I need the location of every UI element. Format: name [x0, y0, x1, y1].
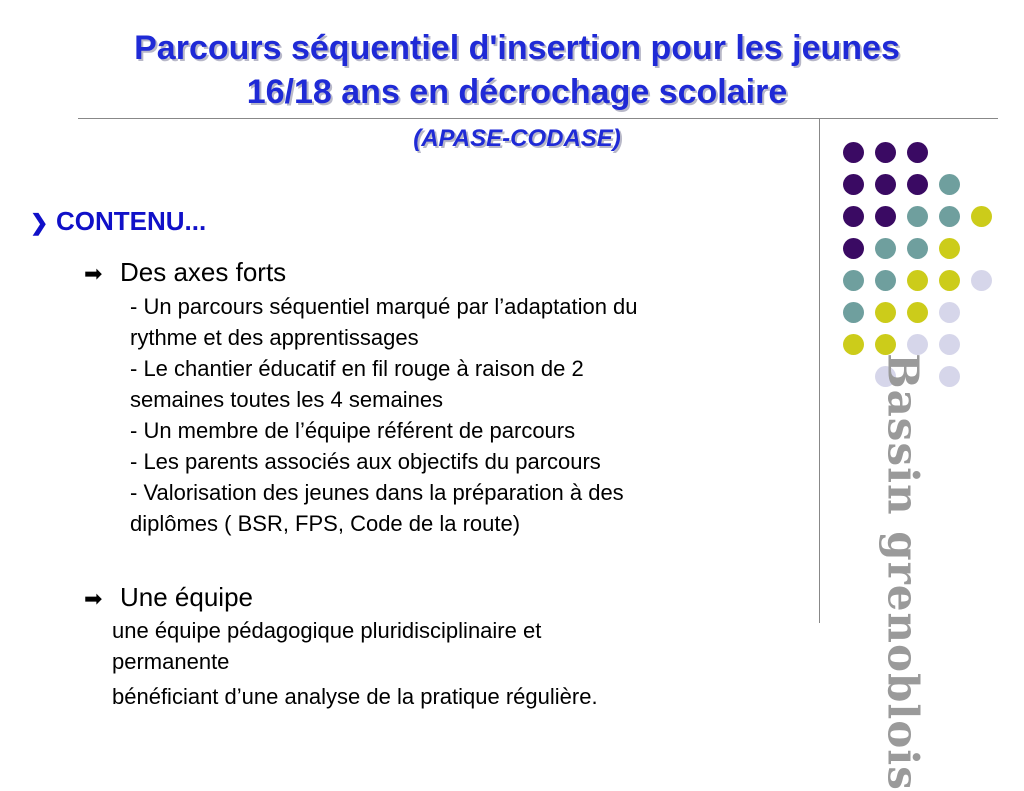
dot-purple	[875, 206, 896, 227]
axes-line: rythme et des apprentissages	[130, 325, 419, 350]
arrow-right-icon: ➡	[84, 586, 103, 611]
dot-purple	[907, 142, 928, 163]
section-label: CONTENU...	[56, 206, 207, 236]
vertical-divider	[819, 118, 820, 623]
axes-line: - Les parents associés aux objectifs du parcours	[130, 449, 601, 474]
dot-purple	[907, 174, 928, 195]
slide-title	[0, 26, 1024, 114]
dot-lime	[875, 334, 896, 355]
axes-line: - Valorisation des jeunes dans la préparation à des	[130, 480, 624, 505]
dot-lime	[939, 238, 960, 259]
dot-lavender	[939, 366, 960, 387]
dot-purple	[843, 142, 864, 163]
title-line-2: 16/18 ans en décrochage scolaire	[246, 73, 788, 111]
dot-lime	[971, 206, 992, 227]
team-line: permanente	[112, 649, 230, 674]
axes-heading	[84, 257, 286, 289]
dot-lime	[939, 270, 960, 291]
dot-lime	[907, 270, 928, 291]
dot-teal	[907, 206, 928, 227]
dot-purple	[875, 174, 896, 195]
dot-lime	[843, 334, 864, 355]
dot-teal	[843, 302, 864, 323]
team-line: une équipe pédagogique pluridisciplinaire et	[112, 618, 542, 643]
dot-lavender	[939, 334, 960, 355]
dot-teal	[939, 206, 960, 227]
dot-lime	[907, 302, 928, 323]
axes-line: diplômes ( BSR, FPS, Code de la route)	[130, 511, 521, 536]
dot-lavender	[939, 302, 960, 323]
dot-purple	[843, 206, 864, 227]
axes-list	[130, 291, 638, 539]
dot-teal	[843, 270, 864, 291]
team-list	[112, 615, 598, 712]
team-line: bénéficiant d’une analyse de la pratique régulière.	[112, 684, 598, 709]
arrow-right-icon: ➡	[84, 261, 103, 286]
axes-line: - Le chantier éducatif en fil rouge à raison de 2	[130, 356, 584, 381]
dot-purple	[843, 174, 864, 195]
dot-purple	[843, 238, 864, 259]
dot-lime	[875, 302, 896, 323]
dot-purple	[875, 142, 896, 163]
team-heading	[84, 582, 253, 614]
axes-heading-text: Des axes forts	[120, 257, 287, 287]
dot-lavender	[907, 334, 928, 355]
dot-teal	[875, 270, 896, 291]
axes-line: - Un parcours séquentiel marqué par l’adaptation du	[130, 294, 638, 319]
horizontal-divider	[78, 118, 998, 119]
dot-lavender	[971, 270, 992, 291]
section-heading	[30, 205, 206, 239]
title-line-1: Parcours séquentiel d'insertion pour les jeunes	[134, 29, 900, 67]
dot-teal	[875, 238, 896, 259]
dot-teal	[907, 238, 928, 259]
chevron-right-icon: ❯	[30, 210, 49, 235]
axes-line: - Un membre de l’équipe référent de parcours	[130, 418, 576, 443]
slide-subtitle: (APASE-CODASE)	[413, 125, 621, 152]
team-heading-text: Une équipe	[120, 582, 253, 612]
dot-teal	[939, 174, 960, 195]
axes-line: semaines toutes les 4 semaines	[130, 387, 444, 412]
side-label-text: Bassin grenoblois	[878, 353, 928, 791]
